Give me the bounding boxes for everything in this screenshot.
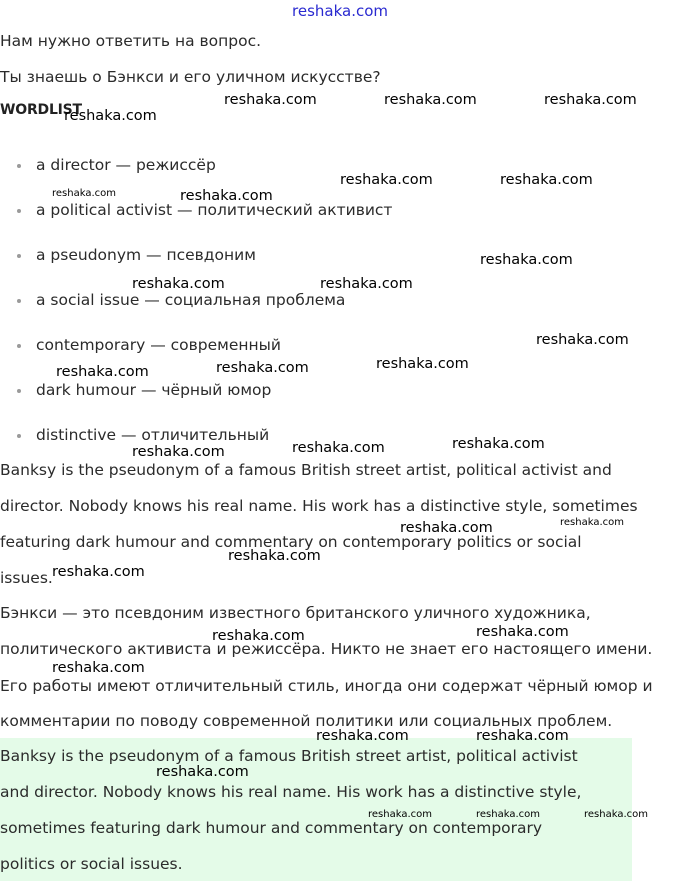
watermark: reshaka.com [384, 92, 477, 108]
watermark: reshaka.com [224, 92, 317, 108]
paragraph-line: Бэнкси — это псевдоним известного британского уличного художника, [0, 604, 591, 622]
paragraph-line: Его работы имеют отличительный стиль, иногда они содержат чёрный юмор и [0, 677, 653, 695]
watermark: reshaka.com [480, 252, 573, 268]
watermark: reshaka.com [52, 188, 116, 199]
watermark: reshaka.com [536, 332, 629, 348]
watermark: reshaka.com [560, 517, 624, 528]
watermark: reshaka.com [52, 564, 145, 580]
paragraph-line: featuring dark humour and commentary on contemporary politics or social [0, 533, 582, 551]
wordlist-item: a social issue — социальная проблема [36, 291, 346, 309]
wordlist-heading: WORDLIST [0, 102, 82, 118]
answer-line: and director. Nobody knows his real name. His work has a distinctive style, [0, 783, 582, 801]
intro-question-line: Нам нужно ответить на вопрос. [0, 32, 262, 50]
answer-line: sometimes featuring dark humour and commentary on contemporary [0, 819, 543, 837]
watermark: reshaka.com [216, 360, 309, 376]
watermark: reshaka.com [320, 276, 413, 292]
answer-line: politics or social issues. [0, 855, 183, 873]
site-header-link[interactable]: reshaka.com [292, 2, 388, 20]
watermark: reshaka.com [476, 809, 540, 820]
watermark: reshaka.com [500, 172, 593, 188]
answer-line: Banksy is the pseudonym of a famous British street artist, political activist [0, 747, 578, 765]
paragraph-line: комментарии по поводу современной политики или социальных проблем. [0, 712, 613, 730]
watermark: reshaka.com [544, 92, 637, 108]
wordlist-item: a pseudonym — псевдоним [36, 246, 256, 264]
watermark: reshaka.com [452, 436, 545, 452]
watermark: reshaka.com [340, 172, 433, 188]
watermark: reshaka.com [180, 188, 273, 204]
watermark: reshaka.com [212, 628, 305, 644]
watermark: reshaka.com [52, 660, 145, 676]
paragraph-line: director. Nobody knows his real name. His work has a distinctive style, sometimes [0, 497, 638, 515]
watermark: reshaka.com [400, 520, 493, 536]
watermark: reshaka.com [476, 728, 569, 744]
watermark: reshaka.com [156, 764, 249, 780]
paragraph-line: issues. [0, 569, 53, 587]
wordlist-item: distinctive — отличительный [36, 426, 270, 444]
paragraph-line: политического активиста и режиссёра. Никто не знает его настоящего имени. [0, 640, 653, 658]
wordlist-item: a director — режиссёр [36, 156, 216, 174]
wordlist-item: dark humour — чёрный юмор [36, 381, 272, 399]
paragraph-line: Banksy is the pseudonym of a famous British street artist, political activist and [0, 461, 612, 479]
watermark: reshaka.com [228, 548, 321, 564]
wordlist-item: contemporary — современный [36, 336, 281, 354]
watermark: reshaka.com [132, 444, 225, 460]
watermark: reshaka.com [64, 108, 157, 124]
watermark: reshaka.com [368, 809, 432, 820]
watermark: reshaka.com [132, 276, 225, 292]
watermark: reshaka.com [476, 624, 569, 640]
watermark: reshaka.com [376, 356, 469, 372]
intro-question-text: Ты знаешь о Бэнкси и его уличном искусстве? [0, 68, 381, 86]
watermark: reshaka.com [316, 728, 409, 744]
watermark: reshaka.com [292, 440, 385, 456]
watermark: reshaka.com [584, 809, 648, 820]
watermark: reshaka.com [56, 364, 149, 380]
wordlist-item: a political activist — политический активист [36, 201, 393, 219]
